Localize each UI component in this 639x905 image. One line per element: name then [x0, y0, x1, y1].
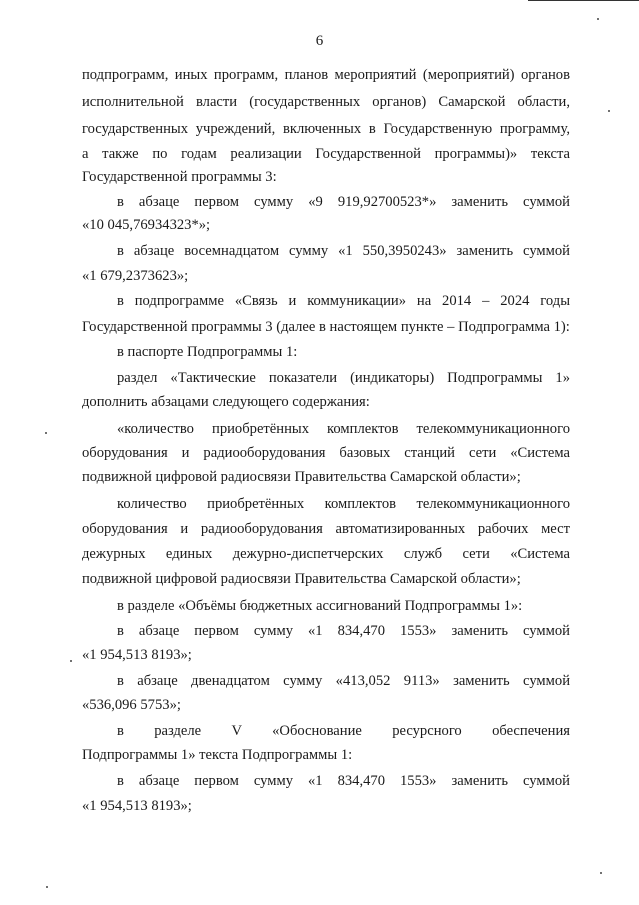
text-line: подвижной цифровой радиосвязи Правительства Самарской области»; — [82, 469, 521, 485]
text-line: в паспорте Подпрограммы 1: — [117, 344, 298, 360]
text-line: в абзаце первом сумму «9 919,92700523*» заменить суммой — [117, 194, 570, 210]
scan-speck — [600, 872, 602, 874]
text-line: Государственной программы 3: — [82, 169, 277, 185]
scan-speck — [46, 886, 48, 888]
text-line: государственных учреждений, включенных в Государственную программу, — [82, 121, 570, 137]
text-line: исполнительной власти (государственных органов) Самарской области, — [82, 94, 570, 110]
text-line: дежурных единых дежурно-диспетчерских служб сети «Система — [82, 546, 570, 562]
text-line: Государственной программы 3 (далее в настоящем пункте – Подпрограмма 1): — [82, 319, 570, 335]
text-line: дополнить абзацами следующего содержания: — [82, 394, 370, 410]
text-line: «536,096 5753»; — [82, 697, 181, 713]
text-line: подвижной цифровой радиосвязи Правительства Самарской области»; — [82, 571, 521, 587]
text-line: в абзаце первом сумму «1 834,470 1553» заменить суммой — [117, 773, 570, 789]
scan-edge-line — [528, 0, 639, 1]
text-line: в разделе V «Обоснование ресурсного обеспечения — [117, 723, 570, 739]
text-line: «1 954,513 8193»; — [82, 647, 192, 663]
text-line: в разделе «Объёмы бюджетных ассигнований Подпрограммы 1»: — [117, 598, 523, 614]
text-line: в абзаце восемнадцатом сумму «1 550,3950243» заменить суммой — [117, 243, 570, 259]
text-line: «10 045,76934323*»; — [82, 217, 211, 233]
text-line: Подпрограммы 1» текста Подпрограммы 1: — [82, 747, 353, 763]
text-line: подпрограмм, иных программ, планов мероприятий (мероприятий) органов — [82, 67, 570, 83]
text-line: «1 954,513 8193»; — [82, 798, 192, 814]
text-line: в абзаце первом сумму «1 834,470 1553» заменить суммой — [117, 623, 570, 639]
scan-speck — [70, 660, 72, 662]
text-line: «количество приобретённых комплектов телекоммуникационного — [117, 421, 570, 437]
scan-speck — [597, 18, 599, 20]
text-line: «1 679,2373623»; — [82, 268, 189, 284]
scan-speck — [45, 432, 47, 434]
text-line: в абзаце двенадцатом сумму «413,052 9113» заменить суммой — [117, 673, 570, 689]
text-line: в подпрограмме «Связь и коммуникации» на 2014 – 2024 годы — [117, 293, 570, 309]
text-line: оборудования и радиооборудования автоматизированных рабочих мест — [82, 521, 570, 537]
text-line: оборудования и радиооборудования базовых станций сети «Система — [82, 445, 570, 461]
scan-speck — [608, 110, 610, 112]
text-line: количество приобретённых комплектов телекоммуникационного — [117, 496, 570, 512]
text-line: раздел «Тактические показатели (индикаторы) Подпрограммы 1» — [117, 370, 570, 386]
page-number: 6 — [315, 33, 324, 49]
text-line: а также по годам реализации Государственной программы)» текста — [82, 146, 570, 162]
